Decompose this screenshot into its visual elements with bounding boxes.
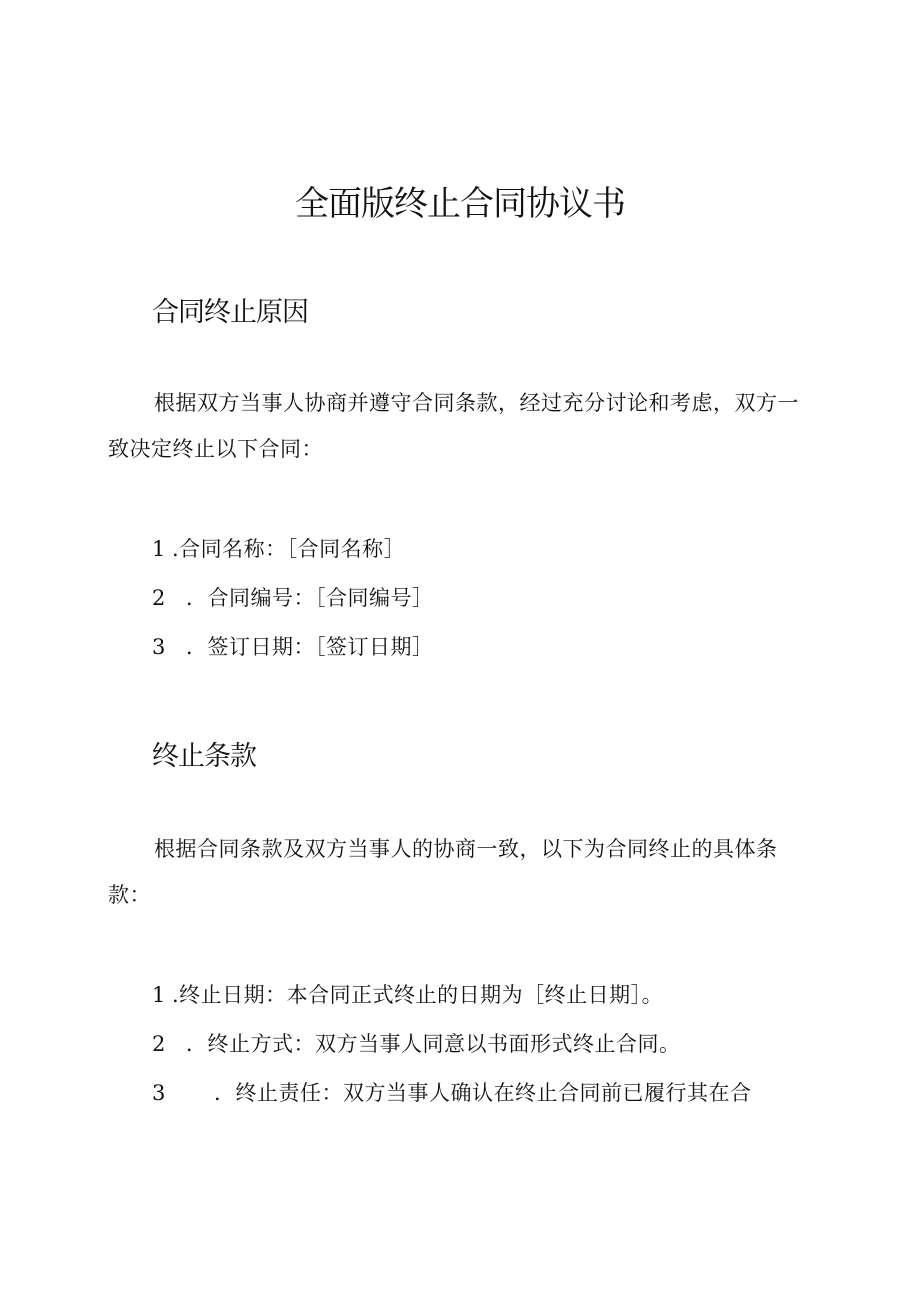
- section-heading-termination-reason: 合同终止原因: [152, 297, 308, 328]
- list-item-number: 1: [152, 537, 166, 561]
- list-item: [152, 1028, 681, 1058]
- list-item-text: ．终止责任：双方当事人确认在终止合同前已履行其在合: [214, 1081, 752, 1105]
- list-item-text: ．签订日期：［签订日期］: [186, 635, 434, 659]
- section1-paragraph: 根据双方当事人协商并遵守合同条款，经过充分讨论和考虑，双方一致决定终止以下合同：: [108, 391, 799, 461]
- list-item-number: 2: [152, 1032, 166, 1056]
- list-item-number: 2: [152, 586, 166, 610]
- list-item-text: .终止日期：本合同正式终止的日期为［终止日期］。: [172, 983, 664, 1007]
- list-item-text: ．终止方式：双方当事人同意以书面形式终止合同。: [186, 1032, 681, 1056]
- list-item-number: 1: [152, 983, 166, 1007]
- list-item: [152, 979, 663, 1009]
- list-item-number: 3: [152, 1081, 166, 1105]
- section-heading-termination-terms: 终止条款: [152, 741, 256, 772]
- section2-paragraph: 根据合同条款及双方当事人的协商一致，以下为合同终止的具体条款：: [108, 837, 778, 907]
- list-item-text: .合同名称：［合同名称］: [172, 537, 406, 561]
- list-item-number: 3: [152, 635, 166, 659]
- list-item: [152, 1077, 752, 1107]
- list-item-text: ．合同编号：［合同编号］: [186, 586, 434, 610]
- document-title: 全面版终止合同协议书: [295, 184, 625, 224]
- list-item: [152, 631, 434, 661]
- list-item: [152, 533, 405, 563]
- list-item: [152, 582, 434, 612]
